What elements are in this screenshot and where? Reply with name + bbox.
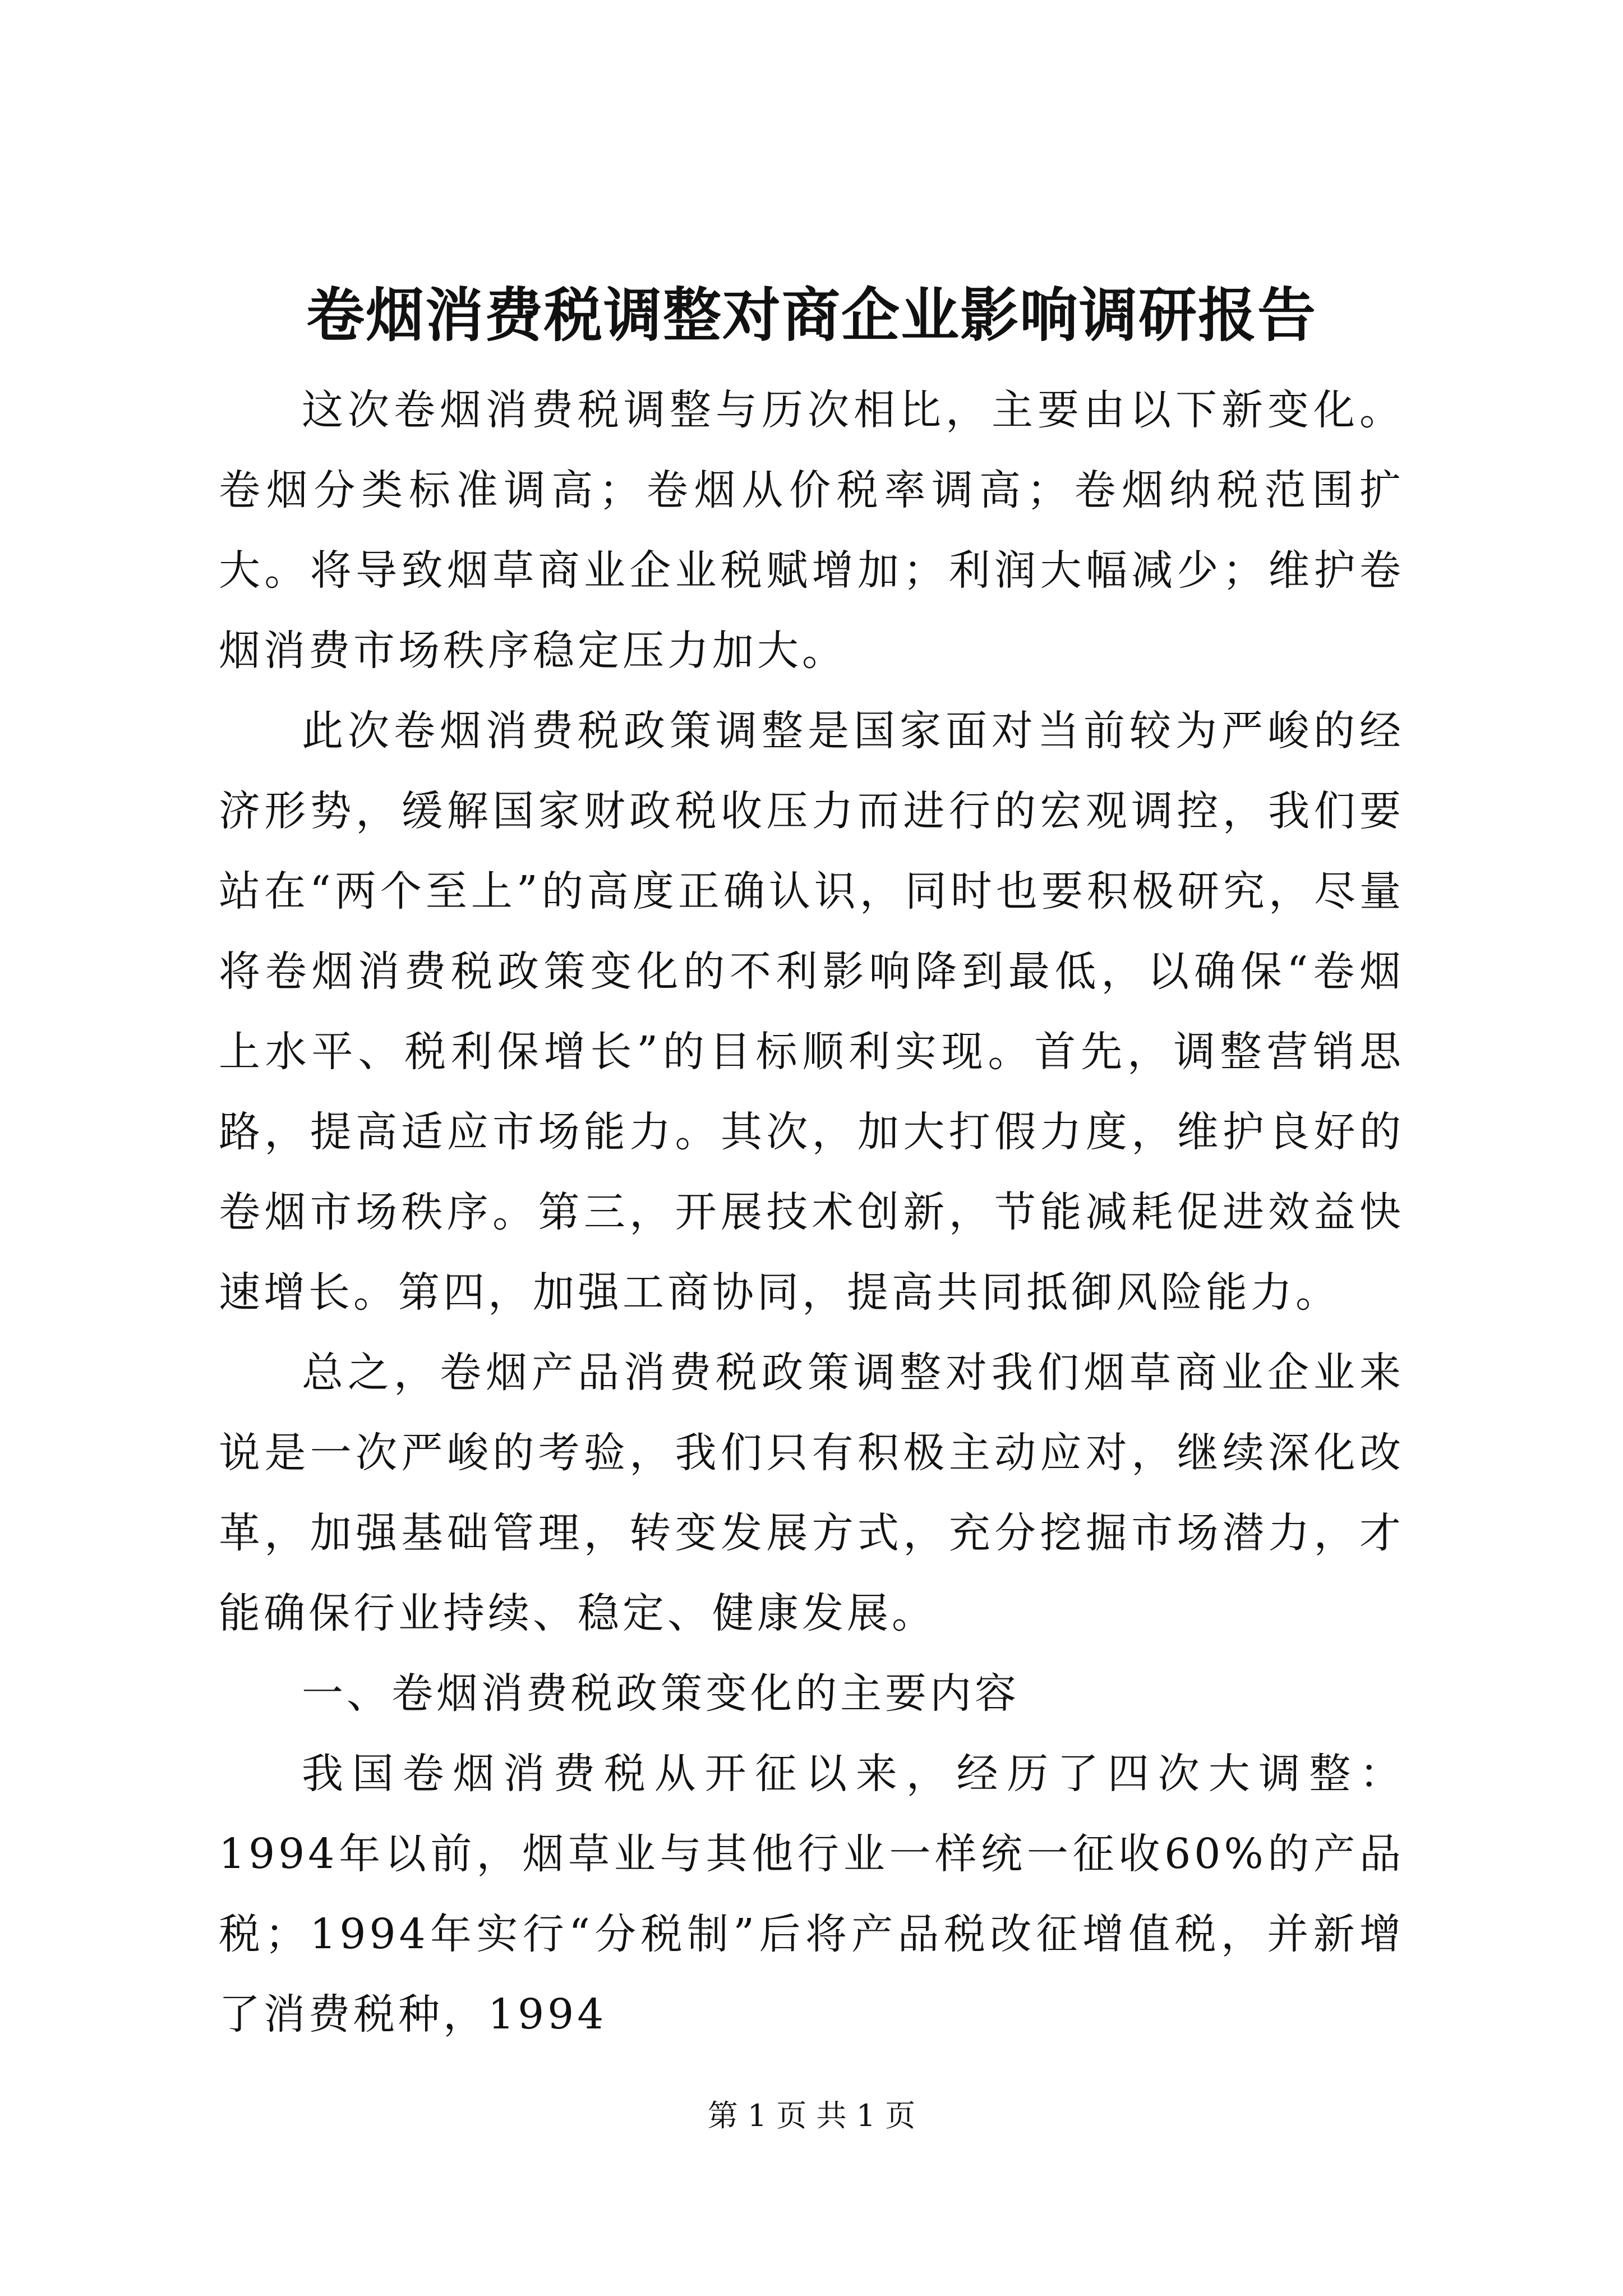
- paragraph-conclusion: 总之，卷烟产品消费税政策调整对我们烟草商业企业来说是一次严峻的考验，我们只有积极主动应对，继续深化改革，加强基础管理，转变发展方式，充分挖掘市场潜力，才能确保行业持续、稳定、健康发展。: [219, 1349, 1404, 1637]
- document-body: [219, 370, 1404, 2055]
- paragraph-intro: 这次卷烟消费税调整与历次相比，主要由以下新变化。卷烟分类标准调高；卷烟从价税率调高；卷烟纳税范围扩大。将导致烟草商业企业税赋增加；利润大幅减少；维护卷烟消费市场秩序稳定压力加大。: [219, 386, 1404, 675]
- section-heading: 一、卷烟消费税政策变化的主要内容: [302, 1669, 1020, 1718]
- page-number-footer: 第 1 页 共 1 页: [707, 2098, 916, 2133]
- paragraph-policy-response: 此次卷烟消费税政策调整是国家面对当前较为严峻的经济形势，缓解国家财政税收压力而进行的宏观调控，我们要站在“两个至上”的高度正确认识，同时也要积极研究，尽量将卷烟消费税政策变化的不利影响降到最低，以确保“卷烟上水平、税利保增长”的目标顺利实现。首先，调整营销思路，提高适应市场能力。其次，加大打假力度，维护良好的卷烟市场秩序。第三，开展技术创新，节能减耗促进效益快速增长。第四，加强工商协同，提高共同抵御风险能力。: [219, 707, 1404, 1317]
- paragraph-history: 我国卷烟消费税从开征以来，经历了四次大调整：1994年以前，烟草业与其他行业一样统一征收60%的产品税；1994年实行“分税制”后将产品税改征增值税，并新增了消费税种，1994: [219, 1750, 1404, 2039]
- document-title: 卷烟消费税调整对商企业影响调研报告: [306, 280, 1317, 349]
